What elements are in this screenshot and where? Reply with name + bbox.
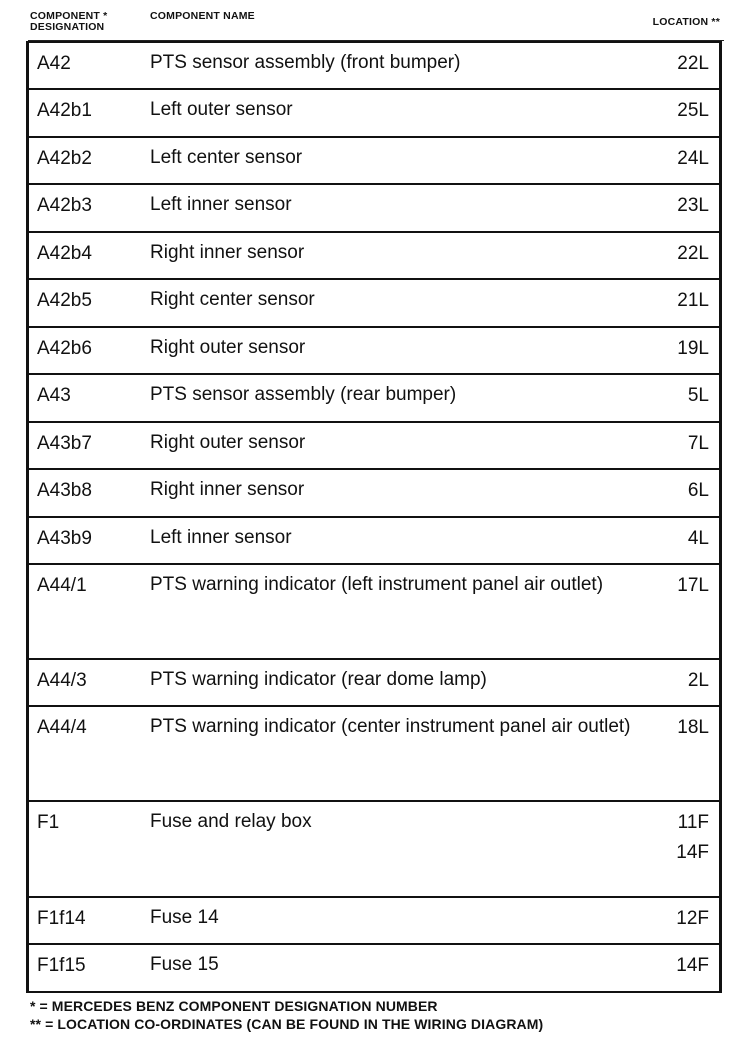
component-name: Left outer sensor xyxy=(150,99,293,120)
table-row xyxy=(29,421,719,468)
component-designation: A42b6 xyxy=(37,338,92,359)
table-row xyxy=(29,943,719,991)
component-designation: A42b2 xyxy=(37,148,92,169)
component-name: Right center sensor xyxy=(150,289,315,310)
component-name: Left center sensor xyxy=(150,147,303,168)
table-row xyxy=(29,231,719,278)
location-column-header: LOCATION ** xyxy=(652,16,720,28)
component-name: Right inner sensor xyxy=(150,242,305,263)
component-designation: F1f15 xyxy=(37,955,86,976)
location-coordinate: 25L xyxy=(677,100,709,121)
location-coordinate: 17L xyxy=(677,575,709,596)
component-designation: A42b4 xyxy=(37,243,92,264)
component-name: Right outer sensor xyxy=(150,432,306,453)
component-name: Right inner sensor xyxy=(150,479,305,500)
location-coordinate: 14F xyxy=(676,955,709,976)
component-name: PTS sensor assembly (rear bumper) xyxy=(150,384,457,405)
location-coordinate: 23L xyxy=(677,195,709,216)
table-row xyxy=(29,468,719,516)
table-row xyxy=(29,800,719,896)
location-coordinate: 11F xyxy=(677,812,709,833)
component-designation: A42 xyxy=(37,53,71,74)
component-table xyxy=(26,41,722,993)
table-row xyxy=(29,326,719,373)
component-name: Fuse 14 xyxy=(150,907,219,928)
component-name: Left inner sensor xyxy=(150,194,292,215)
component-designation: A44/4 xyxy=(37,717,87,738)
component-name: Fuse and relay box xyxy=(150,811,312,832)
component-designation: A43b7 xyxy=(37,433,92,454)
location-coordinate: 19L xyxy=(677,338,709,359)
table-row xyxy=(29,896,719,943)
table-row xyxy=(29,183,719,231)
table-row xyxy=(29,136,719,183)
component-designation: A42b1 xyxy=(37,100,92,121)
table-row xyxy=(29,563,719,658)
component-name: Right outer sensor xyxy=(150,337,306,358)
table-row xyxy=(29,658,719,705)
component-name: PTS warning indicator (left instrument panel air outlet) xyxy=(150,574,604,595)
name-column-header: COMPONENT NAME xyxy=(150,10,255,22)
location-coordinate: 22L xyxy=(677,243,709,264)
location-coordinate: 12F xyxy=(676,908,709,929)
component-designation: A43b8 xyxy=(37,480,92,501)
component-designation: A42b3 xyxy=(37,195,92,216)
table-row xyxy=(29,278,719,326)
table-row xyxy=(29,705,719,800)
footnote-location: ** = LOCATION CO-ORDINATES (CAN BE FOUND IN THE WIRING DIAGRAM) xyxy=(30,1016,544,1032)
table-row xyxy=(29,41,719,88)
location-coordinate: 24L xyxy=(677,148,709,169)
table-row xyxy=(29,88,719,136)
component-name: PTS sensor assembly (front bumper) xyxy=(150,52,461,73)
footnote-designation: * = MERCEDES BENZ COMPONENT DESIGNATION NUMBER xyxy=(30,998,438,1014)
component-name: Fuse 15 xyxy=(150,954,219,975)
location-coordinate: 6L xyxy=(687,480,709,501)
component-name: PTS warning indicator (rear dome lamp) xyxy=(150,669,487,690)
location-coordinate: 22L xyxy=(677,53,709,74)
table-row xyxy=(29,373,719,421)
location-coordinate: 7L xyxy=(687,433,709,454)
component-designation: F1f14 xyxy=(37,908,86,929)
component-designation: F1 xyxy=(37,812,60,833)
location-coordinate: 18L xyxy=(677,717,709,738)
location-coordinate: 14F xyxy=(676,842,709,863)
component-designation: A44/1 xyxy=(37,575,87,596)
component-designation: A44/3 xyxy=(37,670,87,691)
component-designation: A43 xyxy=(37,385,71,406)
table-row xyxy=(29,516,719,563)
designation-column-header: COMPONENT * DESIGNATION xyxy=(30,10,108,33)
component-designation: A42b5 xyxy=(37,290,92,311)
component-name: PTS warning indicator (center instrument panel air outlet) xyxy=(150,716,631,737)
location-coordinate: 5L xyxy=(687,385,709,406)
location-coordinate: 21L xyxy=(677,290,709,311)
component-name: Left inner sensor xyxy=(150,527,292,548)
component-designation: A43b9 xyxy=(37,528,92,549)
location-coordinate: 4L xyxy=(687,528,709,549)
location-coordinate: 2L xyxy=(687,670,709,691)
